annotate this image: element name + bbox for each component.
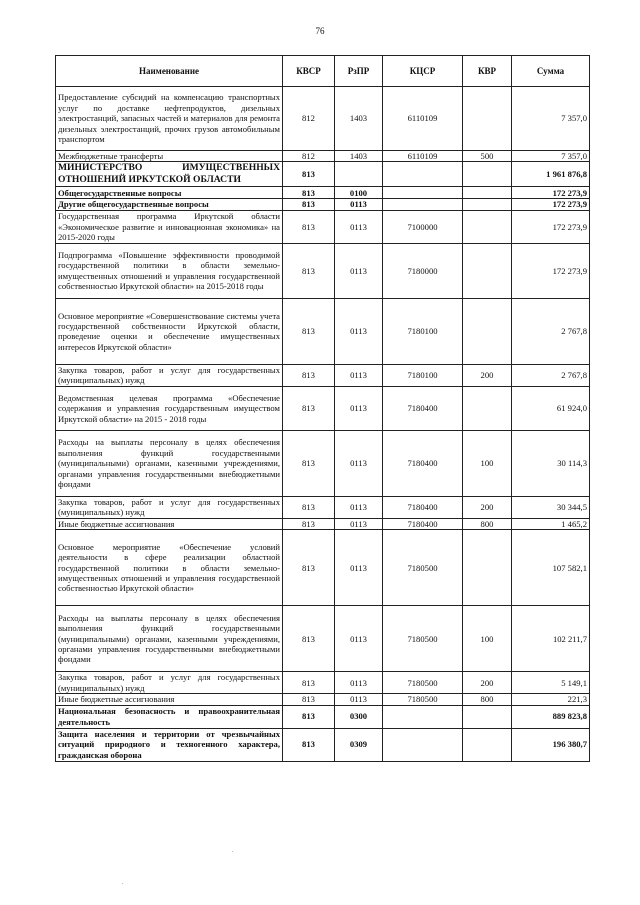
cell-name: Защита населения и территории от чрезвычайных ситуаций природного и техногенного характера, гражданская оборона <box>56 728 283 761</box>
cell-kcsr: 7180000 <box>383 243 463 298</box>
cell-sum: 102 211,7 <box>512 606 590 672</box>
cell-sum: 5 149,1 <box>512 672 590 694</box>
cell-kvr: 800 <box>463 518 512 529</box>
cell-sum: 30 344,5 <box>512 496 590 518</box>
cell-name: Предоставление субсидий на компенсацию транспортных услуг по доставке нефтепродуктов, дизельных электростанций, запасных частей и материалов для ремонта дизельных электростанций, прочих грузов автомобильным транспортом <box>56 87 283 151</box>
table-header-row <box>56 56 590 87</box>
cell-rzpr: 0113 <box>335 694 383 705</box>
cell-kvr <box>463 162 512 187</box>
cell-kcsr <box>383 187 463 199</box>
table-row <box>56 518 590 529</box>
cell-rzpr: 0113 <box>335 496 383 518</box>
cell-kvsr: 812 <box>283 151 335 162</box>
cell-kvr <box>463 199 512 210</box>
cell-kvr: 100 <box>463 430 512 496</box>
table-row <box>56 364 590 386</box>
cell-name: Расходы на выплаты персоналу в целях обеспечения выполнения функций государственными (муниципальными) органами, казенными учреждениями, органами управления государственными внебюджетными фондами <box>56 430 283 496</box>
cell-rzpr: 0113 <box>335 364 383 386</box>
cell-kvsr: 812 <box>283 87 335 151</box>
cell-sum: 1 961 876,8 <box>512 162 590 187</box>
cell-rzpr: 0113 <box>335 672 383 694</box>
cell-sum: 172 273,9 <box>512 187 590 199</box>
cell-rzpr: 0113 <box>335 430 383 496</box>
cell-kvr <box>463 187 512 199</box>
cell-sum: 7 357,0 <box>512 151 590 162</box>
cell-kcsr: 7180500 <box>383 606 463 672</box>
cell-rzpr: 1403 <box>335 151 383 162</box>
cell-kvr: 200 <box>463 496 512 518</box>
cell-kcsr: 6110109 <box>383 87 463 151</box>
cell-kvsr: 813 <box>283 430 335 496</box>
cell-sum: 196 380,7 <box>512 728 590 761</box>
cell-sum: 30 114,3 <box>512 430 590 496</box>
cell-kcsr: 7180500 <box>383 694 463 705</box>
table-row <box>56 187 590 199</box>
cell-rzpr: 0113 <box>335 298 383 364</box>
cell-sum: 61 924,0 <box>512 386 590 430</box>
cell-sum: 2 767,8 <box>512 298 590 364</box>
cell-kvsr: 813 <box>283 199 335 210</box>
cell-rzpr: 0100 <box>335 187 383 199</box>
cell-rzpr: 0113 <box>335 386 383 430</box>
cell-name: Закупка товаров, работ и услуг для государственных (муниципальных) нужд <box>56 364 283 386</box>
cell-kvr <box>463 298 512 364</box>
cell-kvsr: 813 <box>283 728 335 761</box>
cell-kvr <box>463 386 512 430</box>
cell-sum: 172 273,9 <box>512 243 590 298</box>
budget-table <box>55 55 590 762</box>
cell-name: Основное мероприятие «Совершенствование системы учета государственной собственности Иркутской области, проведение оценки и обеспечение имущественных интересов Иркутской области» <box>56 298 283 364</box>
cell-sum: 172 273,9 <box>512 199 590 210</box>
table-row <box>56 496 590 518</box>
cell-rzpr: 0309 <box>335 728 383 761</box>
table-row <box>56 694 590 705</box>
table-row <box>56 162 590 187</box>
cell-kvr <box>463 530 512 606</box>
cell-name: Основное мероприятие «Обеспечение условий деятельности в сфере реализации областной государственной политики в области земельно-имущественных отношений и управления государственной собственностью Иркутской области» <box>56 530 283 606</box>
cell-kvr <box>463 243 512 298</box>
cell-name: Закупка товаров, работ и услуг для государственных (муниципальных) нужд <box>56 496 283 518</box>
cell-kcsr: 7180400 <box>383 386 463 430</box>
table-row <box>56 298 590 364</box>
cell-kvsr: 813 <box>283 187 335 199</box>
cell-kcsr: 7180400 <box>383 518 463 529</box>
scan-mark: . <box>232 848 234 854</box>
cell-kcsr: 7180100 <box>383 298 463 364</box>
table-row <box>56 728 590 761</box>
cell-kcsr: 6110109 <box>383 151 463 162</box>
cell-rzpr: 0300 <box>335 705 383 728</box>
cell-kcsr <box>383 199 463 210</box>
cell-kcsr <box>383 705 463 728</box>
cell-name: Подпрограмма «Повышение эффективности проводимой государственной политики в области земельно-имущественных отношений и управления государственной собственностью Иркутской области» на 2015-2018 годы <box>56 243 283 298</box>
cell-kvsr: 813 <box>283 210 335 243</box>
cell-rzpr: 0113 <box>335 530 383 606</box>
cell-name: МИНИСТЕРСТВО ИМУЩЕСТВЕННЫХ ОТНОШЕНИЙ ИРКУТСКОЙ ОБЛАСТИ <box>56 162 283 187</box>
cell-rzpr: 0113 <box>335 606 383 672</box>
table-row <box>56 530 590 606</box>
table-row <box>56 151 590 162</box>
cell-kcsr <box>383 728 463 761</box>
cell-name: Расходы на выплаты персоналу в целях обеспечения выполнения функций государственными (муниципальными) органами, казенными учреждениями, органами управления государственными внебюджетными фондами <box>56 606 283 672</box>
table-row <box>56 606 590 672</box>
cell-kvsr: 813 <box>283 243 335 298</box>
cell-kvsr: 813 <box>283 162 335 187</box>
cell-kvr: 800 <box>463 694 512 705</box>
cell-kvsr: 813 <box>283 672 335 694</box>
cell-sum: 107 582,1 <box>512 530 590 606</box>
cell-kcsr: 7180500 <box>383 672 463 694</box>
cell-rzpr: 0113 <box>335 243 383 298</box>
cell-kvr: 200 <box>463 672 512 694</box>
table-row <box>56 210 590 243</box>
cell-kvsr: 813 <box>283 364 335 386</box>
cell-kvr <box>463 87 512 151</box>
cell-kvr <box>463 728 512 761</box>
cell-sum: 172 273,9 <box>512 210 590 243</box>
cell-kvr: 500 <box>463 151 512 162</box>
table-row <box>56 672 590 694</box>
header-kvsr: КВСР <box>283 56 335 87</box>
cell-kvr: 100 <box>463 606 512 672</box>
cell-sum: 2 767,8 <box>512 364 590 386</box>
cell-kvsr: 813 <box>283 530 335 606</box>
scan-mark: . <box>122 880 124 886</box>
cell-name: Закупка товаров, работ и услуг для государственных (муниципальных) нужд <box>56 672 283 694</box>
cell-kvsr: 813 <box>283 496 335 518</box>
header-sum: Сумма <box>512 56 590 87</box>
cell-kvsr: 813 <box>283 705 335 728</box>
cell-sum: 221,3 <box>512 694 590 705</box>
cell-kcsr: 7180400 <box>383 430 463 496</box>
cell-rzpr: 0113 <box>335 518 383 529</box>
cell-rzpr: 0113 <box>335 199 383 210</box>
cell-kvsr: 813 <box>283 298 335 364</box>
header-kcsr: КЦСР <box>383 56 463 87</box>
table-row <box>56 430 590 496</box>
cell-name: Межбюджетные трансферты <box>56 151 283 162</box>
table-row <box>56 705 590 728</box>
cell-kcsr: 7180400 <box>383 496 463 518</box>
cell-name: Национальная безопасность и правоохранительная деятельность <box>56 705 283 728</box>
cell-sum: 1 465,2 <box>512 518 590 529</box>
cell-name: Ведомственная целевая программа «Обеспечение содержания и управления государственным имуществом Иркутской области» на 2015 - 2018 годы <box>56 386 283 430</box>
cell-kcsr <box>383 162 463 187</box>
cell-kcsr: 7180500 <box>383 530 463 606</box>
table-row <box>56 243 590 298</box>
header-kvr: КВР <box>463 56 512 87</box>
cell-sum: 889 823,8 <box>512 705 590 728</box>
table-row <box>56 199 590 210</box>
cell-name: Иные бюджетные ассигнования <box>56 694 283 705</box>
cell-name: Общегосударственные вопросы <box>56 187 283 199</box>
page-number: 76 <box>315 26 325 36</box>
cell-name: Другие общегосударственные вопросы <box>56 199 283 210</box>
cell-name: Государственная программа Иркутской области «Экономическое развитие и инновационная экономика» на 2015-2020 годы <box>56 210 283 243</box>
cell-kvr: 200 <box>463 364 512 386</box>
cell-kvr <box>463 210 512 243</box>
cell-kvsr: 813 <box>283 694 335 705</box>
header-name: Наименование <box>56 56 283 87</box>
cell-rzpr: 0113 <box>335 210 383 243</box>
table-row <box>56 87 590 151</box>
header-rzpr: РзПР <box>335 56 383 87</box>
cell-sum: 7 357,0 <box>512 87 590 151</box>
cell-rzpr: 1403 <box>335 87 383 151</box>
cell-rzpr <box>335 162 383 187</box>
table-row <box>56 386 590 430</box>
cell-name: Иные бюджетные ассигнования <box>56 518 283 529</box>
cell-kvsr: 813 <box>283 518 335 529</box>
cell-kcsr: 7100000 <box>383 210 463 243</box>
cell-kcsr: 7180100 <box>383 364 463 386</box>
cell-kvsr: 813 <box>283 606 335 672</box>
cell-kvsr: 813 <box>283 386 335 430</box>
cell-kvr <box>463 705 512 728</box>
